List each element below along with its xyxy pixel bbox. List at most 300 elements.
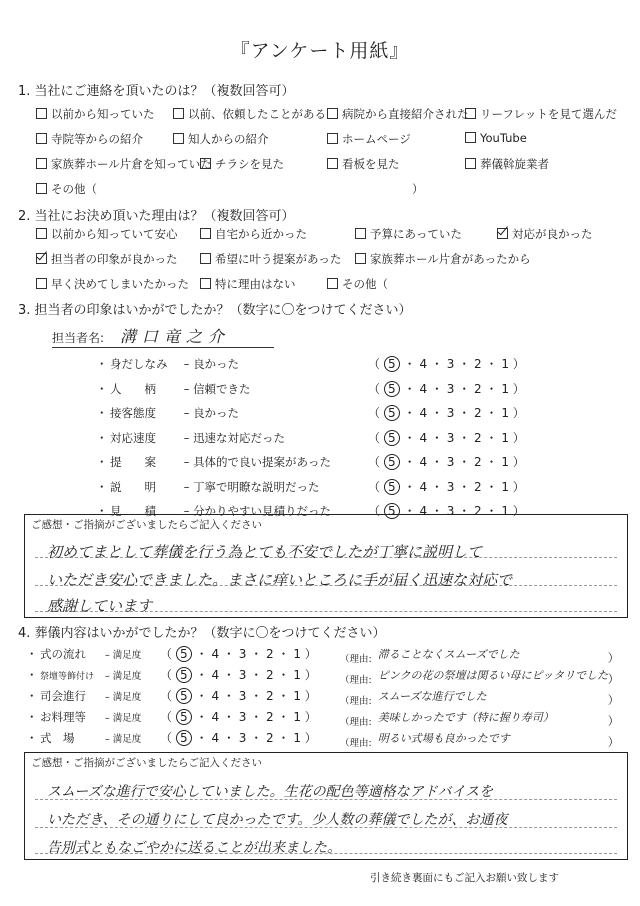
- close-paren: ）: [508, 406, 525, 420]
- selected-score[interactable]: 5: [384, 430, 400, 446]
- rating-item: 対応速度: [110, 430, 156, 445]
- rating-item: 見 積: [110, 504, 156, 518]
- reason-close: ）: [607, 651, 620, 665]
- score[interactable]: 1: [293, 689, 301, 703]
- sep: ・: [219, 731, 239, 745]
- score[interactable]: 4: [211, 689, 220, 703]
- bullet: ・: [26, 689, 38, 703]
- q1-option[interactable]: [36, 156, 212, 172]
- checkbox[interactable]: [355, 228, 366, 239]
- score[interactable]: 3: [238, 731, 247, 745]
- sep: ・: [191, 710, 212, 724]
- q2-option[interactable]: [200, 276, 296, 292]
- checkbox[interactable]: [200, 253, 211, 264]
- close-paren: ）: [508, 479, 525, 494]
- sep: ・: [246, 731, 267, 745]
- q3-comment-line: いただき安心できました。まさに痒いところに手が届く迅速な対応で: [47, 571, 513, 589]
- sep: ・: [427, 357, 447, 371]
- q1-option[interactable]: [465, 131, 527, 145]
- checked-checkbox[interactable]: [36, 253, 47, 264]
- close-paren: ）: [300, 647, 317, 661]
- q1-option[interactable]: [327, 131, 411, 147]
- rating-desc: 丁寧で明瞭な説明だった: [193, 479, 320, 494]
- reason-label: （理由:: [340, 717, 372, 728]
- q1-option-label: 看板を見た: [342, 157, 400, 171]
- reason-field[interactable]: [340, 709, 619, 729]
- q2-option-label: 特に理由はない: [215, 277, 296, 291]
- bullet: ・: [26, 710, 38, 724]
- sep: ・: [481, 381, 502, 396]
- q2-option[interactable]: [327, 276, 388, 292]
- sep: ・: [191, 731, 212, 745]
- score[interactable]: 3: [446, 357, 455, 371]
- sep: ・: [219, 710, 239, 724]
- score[interactable]: 1: [501, 430, 509, 445]
- open-paren: （: [368, 479, 384, 494]
- reason-field[interactable]: [340, 667, 619, 687]
- close-paren: ）: [300, 731, 317, 745]
- reason-text: 美味しかったです（特に握り寿司）: [377, 711, 554, 724]
- reason-label: （理由:: [340, 675, 372, 686]
- score[interactable]: 2: [474, 455, 482, 469]
- sep: ・: [246, 647, 267, 661]
- sep: ・: [481, 430, 502, 445]
- rating-scale[interactable]: [368, 404, 525, 421]
- sep: ・: [427, 455, 447, 469]
- satisfaction-scale[interactable]: [160, 645, 317, 662]
- selected-score[interactable]: 5: [384, 503, 400, 519]
- score[interactable]: 3: [446, 504, 455, 518]
- q1-option[interactable]: [173, 106, 326, 122]
- score[interactable]: 2: [266, 689, 274, 703]
- sep: ・: [399, 406, 420, 420]
- q4-comment-box[interactable]: [24, 752, 628, 860]
- q2-option[interactable]: [355, 226, 462, 242]
- score[interactable]: 1: [501, 381, 509, 396]
- sep: ・: [454, 357, 475, 371]
- q2-option[interactable]: [497, 226, 593, 242]
- q1-other-close: ）: [412, 182, 424, 196]
- sep: ・: [427, 479, 447, 494]
- sep: ・: [191, 689, 212, 703]
- bullet: ・: [96, 430, 108, 445]
- checkbox[interactable]: [355, 253, 366, 264]
- selected-score[interactable]: 5: [384, 381, 400, 397]
- q2-option[interactable]: [36, 251, 178, 267]
- q4-comment-line: 告別式ともなごやかに送ることが出来ました。: [47, 840, 341, 856]
- score[interactable]: 3: [238, 668, 247, 682]
- score[interactable]: 3: [446, 455, 455, 469]
- q1-option-label: YouTube: [480, 131, 527, 145]
- satisfaction-row: [26, 646, 141, 662]
- selected-score[interactable]: 5: [176, 688, 192, 704]
- q1-option-label: チラシを見た: [215, 157, 284, 171]
- close-paren: ）: [508, 430, 525, 445]
- bullet: ・: [26, 731, 38, 745]
- sep: ・: [454, 504, 475, 518]
- score[interactable]: 4: [419, 357, 428, 371]
- score[interactable]: 1: [501, 455, 509, 469]
- satisfaction-item: 式の流れ: [40, 647, 86, 661]
- score[interactable]: 3: [446, 479, 455, 494]
- satisfaction-item: お料理等: [40, 710, 86, 724]
- open-paren: （: [160, 710, 176, 724]
- q3-comment-label: ご感想・ご指摘がございましたらご記入ください: [31, 519, 262, 531]
- score[interactable]: 3: [238, 710, 247, 724]
- q2-option[interactable]: [36, 226, 178, 242]
- open-paren: （: [368, 406, 384, 420]
- checkbox[interactable]: [327, 108, 338, 119]
- score[interactable]: 1: [293, 731, 301, 745]
- checkbox[interactable]: [465, 158, 476, 169]
- footer-note: 引き続き裏面にもご記入お願い致します: [370, 872, 559, 884]
- selected-score[interactable]: 5: [176, 667, 192, 683]
- sep: ・: [399, 504, 420, 518]
- q3-heading: 3. 担当者の印象はいかがでしたか？（数字に〇をつけてください）: [18, 303, 412, 318]
- q1-option[interactable]: [36, 181, 97, 197]
- checkbox[interactable]: [465, 132, 476, 143]
- q2-option-label: 予算にあっていた: [370, 227, 462, 241]
- rating-item: 説 明: [110, 479, 156, 494]
- close-paren: ）: [300, 689, 317, 703]
- reason-label: （理由:: [340, 738, 372, 749]
- rating-scale[interactable]: [368, 429, 525, 446]
- checkbox[interactable]: [465, 108, 476, 119]
- q1-option-label: 病院から直接紹介された: [342, 107, 469, 121]
- rating-row: [96, 430, 285, 446]
- sep: ・: [246, 668, 267, 682]
- sep: ・: [481, 479, 502, 494]
- sep: ・: [454, 406, 475, 420]
- rating-scale[interactable]: [368, 355, 525, 372]
- sep: ・: [481, 357, 502, 371]
- sep: ・: [454, 455, 475, 469]
- q2-option[interactable]: [355, 251, 531, 267]
- score[interactable]: 3: [446, 406, 455, 420]
- rating-desc: 信頼できた: [193, 381, 251, 396]
- score[interactable]: 4: [211, 710, 220, 724]
- open-paren: （: [368, 504, 384, 518]
- checked-checkbox[interactable]: [497, 228, 508, 239]
- dash: –: [102, 671, 113, 682]
- sep: ・: [219, 668, 239, 682]
- score[interactable]: 4: [419, 504, 428, 518]
- score[interactable]: 1: [501, 357, 509, 371]
- score[interactable]: 4: [419, 455, 428, 469]
- rating-desc: 分かりやすい見積りだった: [193, 504, 332, 518]
- sep: ・: [191, 668, 212, 682]
- reason-close: ）: [607, 693, 620, 707]
- checkbox[interactable]: [200, 278, 211, 289]
- score[interactable]: 3: [446, 430, 455, 445]
- satisfaction-suffix: 満足度: [112, 734, 142, 745]
- sep: ・: [273, 710, 294, 724]
- selected-score[interactable]: 5: [384, 356, 400, 372]
- form-title: 『アンケート用紙』: [230, 40, 410, 62]
- selected-score[interactable]: 5: [384, 454, 400, 470]
- close-paren: ）: [508, 381, 525, 396]
- reason-field[interactable]: [340, 646, 619, 666]
- selected-score[interactable]: 5: [176, 730, 192, 746]
- checkbox[interactable]: [173, 108, 184, 119]
- close-paren: ）: [300, 710, 317, 724]
- satisfaction-scale[interactable]: [160, 666, 317, 683]
- dash: –: [180, 479, 194, 494]
- sep: ・: [246, 710, 267, 724]
- close-paren: ）: [508, 357, 525, 371]
- selected-score[interactable]: 5: [176, 646, 192, 662]
- sep: ・: [481, 406, 502, 420]
- checkbox[interactable]: [36, 183, 47, 194]
- rating-desc: 良かった: [193, 406, 240, 420]
- sep: ・: [273, 647, 294, 661]
- score[interactable]: 4: [419, 430, 428, 445]
- bullet: ・: [96, 455, 108, 469]
- q1-heading: 1. 当社にご連絡を頂いたのは？（複数回答可）: [18, 84, 295, 99]
- rating-scale[interactable]: [368, 478, 525, 495]
- rating-desc: 迅速な対応だった: [193, 430, 286, 445]
- satisfaction-scale[interactable]: [160, 687, 317, 704]
- rating-desc: 良かった: [193, 357, 240, 371]
- sep: ・: [246, 689, 267, 703]
- score[interactable]: 4: [419, 479, 428, 494]
- sep: ・: [454, 430, 475, 445]
- reason-close: ）: [607, 735, 620, 749]
- open-paren: （: [160, 731, 176, 745]
- rating-scale[interactable]: [368, 380, 525, 397]
- q1-option[interactable]: [200, 156, 284, 172]
- score[interactable]: 2: [266, 731, 274, 745]
- rating-row: [96, 454, 331, 470]
- reason-label: （理由:: [340, 696, 372, 707]
- q1-option-label: 葬儀斡旋業者: [480, 157, 549, 171]
- checkbox[interactable]: [36, 133, 47, 144]
- sep: ・: [454, 381, 475, 396]
- staff-name-field: [52, 324, 274, 348]
- sep: ・: [427, 504, 447, 518]
- sep: ・: [399, 430, 420, 445]
- staff-label: 担当者名:: [52, 331, 105, 345]
- score[interactable]: 2: [474, 430, 482, 445]
- score[interactable]: 2: [474, 406, 482, 420]
- q1-option[interactable]: [327, 106, 469, 122]
- close-paren: ）: [300, 668, 317, 682]
- satisfaction-scale[interactable]: [160, 729, 317, 746]
- q3-comment-box[interactable]: [24, 514, 628, 618]
- q2-option-label: 希望に叶う提案があった: [215, 252, 342, 266]
- score[interactable]: 1: [293, 647, 301, 661]
- dash: –: [180, 357, 194, 371]
- open-paren: （: [368, 430, 384, 445]
- score[interactable]: 3: [446, 381, 455, 396]
- sep: ・: [399, 479, 420, 494]
- sep: ・: [399, 357, 420, 371]
- dash: –: [180, 455, 194, 469]
- sep: ・: [427, 381, 447, 396]
- reason-label: （理由:: [340, 654, 372, 665]
- score[interactable]: 4: [211, 647, 220, 661]
- dash: –: [180, 406, 194, 420]
- bullet: ・: [26, 647, 38, 661]
- q2-option-label: 以前から知っていて安心: [51, 227, 178, 241]
- dash: –: [102, 692, 113, 703]
- q2-option-label: その他（: [342, 277, 388, 291]
- satisfaction-row: [26, 688, 141, 704]
- score[interactable]: 4: [211, 668, 220, 682]
- q2-option-label: 早く決めてしまいたかった: [51, 277, 189, 291]
- score[interactable]: 2: [474, 381, 482, 396]
- dash: –: [180, 381, 194, 396]
- rating-item: 身だしなみ: [110, 357, 168, 371]
- score[interactable]: 1: [501, 504, 509, 518]
- sep: ・: [273, 689, 294, 703]
- satisfaction-scale[interactable]: [160, 708, 317, 725]
- satisfaction-row: [26, 730, 141, 746]
- dash: –: [102, 713, 113, 724]
- rating-row: [96, 356, 239, 372]
- open-paren: （: [160, 668, 176, 682]
- satisfaction-item: 祭壇等飾付け: [40, 672, 95, 682]
- rating-row: [96, 479, 320, 495]
- q1-option-label: 以前から知っていた: [51, 107, 155, 121]
- selected-score[interactable]: 5: [384, 405, 400, 421]
- checkbox[interactable]: [200, 158, 211, 169]
- checkbox[interactable]: [327, 133, 338, 144]
- close-paren: ）: [508, 455, 525, 469]
- score[interactable]: 2: [266, 710, 274, 724]
- score[interactable]: 1: [501, 479, 509, 494]
- score[interactable]: 4: [211, 731, 220, 745]
- reason-text: 滞ることなくスムーズでした: [377, 648, 520, 661]
- reason-text: ピンクの花の祭壇は関るい母にピッタリでした: [377, 669, 608, 682]
- reason-text: スムーズな進行でした: [377, 690, 487, 703]
- sep: ・: [273, 668, 294, 682]
- checkbox[interactable]: [36, 158, 47, 169]
- sep: ・: [219, 647, 239, 661]
- reason-close: ）: [607, 672, 620, 686]
- satisfaction-suffix: 満足度: [112, 671, 142, 682]
- sep: ・: [427, 406, 447, 420]
- score[interactable]: 2: [266, 647, 274, 661]
- staff-name: 溝口竜之介: [119, 327, 230, 346]
- open-paren: （: [368, 455, 384, 469]
- checkbox[interactable]: [327, 158, 338, 169]
- score[interactable]: 3: [238, 647, 247, 661]
- q1-option[interactable]: [465, 106, 617, 122]
- q1-option-label: ホームページ: [342, 132, 411, 146]
- rating-desc: 具体的で良い提案があった: [193, 455, 331, 469]
- satisfaction-suffix: 満足度: [112, 692, 142, 703]
- score[interactable]: 1: [501, 406, 509, 420]
- q4-heading: 4. 葬儀内容はいかがでしたか？（数字に〇をつけてください）: [18, 626, 386, 641]
- sep: ・: [454, 479, 475, 494]
- checkbox[interactable]: [36, 278, 47, 289]
- score[interactable]: 3: [238, 689, 247, 703]
- q1-option[interactable]: [327, 156, 400, 172]
- q1-option-label: リーフレットを見て選んだ: [480, 107, 617, 121]
- score[interactable]: 2: [474, 357, 482, 371]
- q4-comment-line: いただき、その通りにして良かったです。少人数の葬儀でしたが、お通夜: [47, 812, 508, 828]
- rating-item: 提 案: [110, 455, 156, 469]
- score[interactable]: 1: [293, 710, 301, 724]
- q2-heading: 2. 当社にお決め頂いた理由は？（複数回答可）: [18, 209, 295, 224]
- open-paren: （: [368, 381, 384, 396]
- checkbox[interactable]: [200, 228, 211, 239]
- satisfaction-item: 式 場: [40, 731, 75, 745]
- sep: ・: [219, 689, 239, 703]
- close-paren: ）: [508, 504, 525, 518]
- sep: ・: [427, 430, 447, 445]
- q2-option-label: 自宅から近かった: [215, 227, 307, 241]
- bullet: ・: [96, 381, 108, 396]
- sep: ・: [273, 731, 294, 745]
- checkbox[interactable]: [36, 108, 47, 119]
- score[interactable]: 2: [474, 504, 482, 518]
- sep: ・: [399, 455, 420, 469]
- dash: –: [102, 650, 113, 661]
- q2-option[interactable]: [36, 276, 189, 292]
- q2-option-label: 担当者の印象が良かった: [51, 252, 178, 266]
- score[interactable]: 4: [419, 406, 428, 420]
- sep: ・: [481, 455, 502, 469]
- q2-option-label: 対応が良かった: [512, 227, 593, 241]
- q3-comment-line: 初めてまとして葬儀を行う為とても不安でしたが丁寧に説明して: [47, 543, 483, 561]
- q1-option-label: その他（: [51, 182, 97, 196]
- bullet: ・: [96, 357, 108, 371]
- open-paren: （: [160, 689, 176, 703]
- rating-scale[interactable]: [368, 453, 525, 470]
- q2-option-label: 家族葬ホール片倉があったから: [370, 252, 531, 266]
- open-paren: （: [160, 647, 176, 661]
- q1-option-label: 知人からの紹介: [188, 132, 269, 146]
- rating-item: 人 柄: [110, 381, 156, 396]
- score[interactable]: 2: [266, 668, 274, 682]
- score[interactable]: 4: [419, 381, 428, 396]
- rating-item: 接客態度: [110, 406, 156, 420]
- q1-option[interactable]: [173, 131, 269, 147]
- q1-option-label: 寺院等からの紹介: [51, 132, 143, 146]
- q4-comment-line: スムーズな進行で安心していました。生花の配色等適格なアドバイスを: [47, 784, 494, 800]
- satisfaction-suffix: 満足度: [112, 713, 142, 724]
- reason-field[interactable]: [340, 688, 619, 708]
- q2-option[interactable]: [200, 226, 307, 242]
- selected-score[interactable]: 5: [384, 479, 400, 495]
- score[interactable]: 1: [293, 668, 301, 682]
- sep: ・: [399, 381, 420, 396]
- bullet: ・: [96, 504, 108, 518]
- bullet: ・: [96, 406, 108, 420]
- sep: ・: [481, 504, 502, 518]
- reason-field[interactable]: [340, 730, 619, 750]
- selected-score[interactable]: 5: [176, 709, 192, 725]
- rating-row: [96, 405, 239, 421]
- checkbox[interactable]: [36, 228, 47, 239]
- q1-option[interactable]: [465, 156, 549, 172]
- q1-option[interactable]: [36, 106, 155, 122]
- checkbox[interactable]: [173, 133, 184, 144]
- rating-row: [96, 381, 251, 397]
- q1-option[interactable]: [36, 131, 143, 147]
- q1-option-label: 家族葬ホール片倉を知っていた: [51, 157, 212, 171]
- satisfaction-item: 司会進行: [40, 689, 86, 703]
- bullet: ・: [96, 479, 108, 494]
- dash: –: [180, 430, 194, 445]
- q1-option-label: 以前、依頼したことがある: [188, 107, 326, 121]
- reason-text: 明るい式場も良かったです: [377, 732, 510, 745]
- score[interactable]: 2: [474, 479, 482, 494]
- q2-option[interactable]: [200, 251, 341, 267]
- checkbox[interactable]: [327, 278, 338, 289]
